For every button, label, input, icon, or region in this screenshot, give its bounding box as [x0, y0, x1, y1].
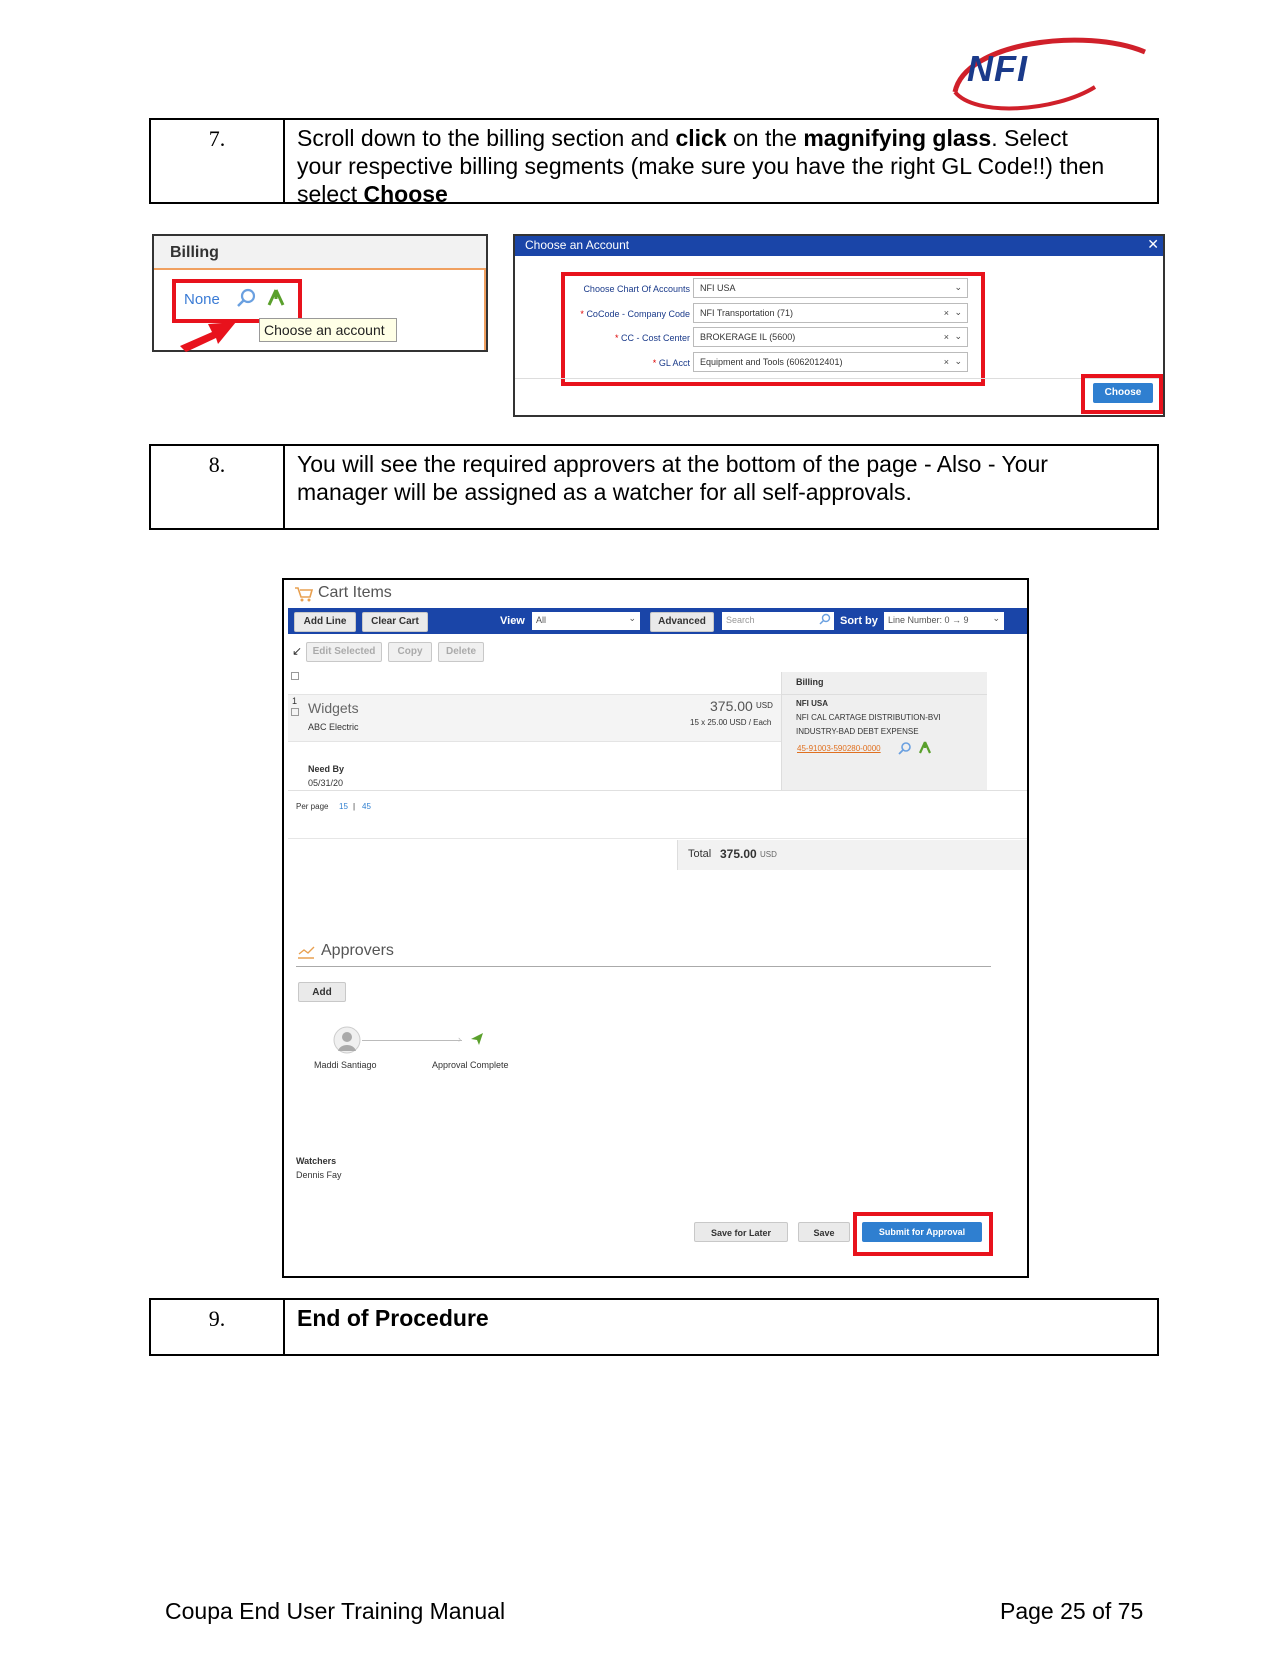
- chevron-down-icon: ⌄: [954, 307, 962, 317]
- search-icon[interactable]: [819, 613, 831, 627]
- step-text-part: . Select your respective billing segments (make sure you have the right GL Code!!) then select: [297, 125, 1105, 207]
- cart-screenshot: [282, 578, 1029, 1278]
- approvers-title: Approvers: [321, 942, 394, 959]
- item-price: 375.00: [710, 698, 753, 714]
- choose-button[interactable]: Choose: [1093, 383, 1153, 403]
- need-by-label: Need By: [308, 764, 345, 774]
- company-code-select[interactable]: [693, 303, 968, 323]
- label-text: CC - Cost Center: [620, 333, 690, 343]
- total-box: [677, 840, 1027, 870]
- close-icon[interactable]: ✕: [1147, 236, 1159, 252]
- approver-name: Maddi Santiago: [314, 1060, 377, 1070]
- billing-snippet: [152, 234, 488, 352]
- total-label: Total: [688, 848, 712, 860]
- step-8-row: [149, 444, 1159, 530]
- advanced-button[interactable]: Advanced: [650, 612, 714, 632]
- arrow-right-icon: ›: [458, 1034, 461, 1044]
- step-number: 9.: [151, 1300, 285, 1354]
- billing-none-link[interactable]: None: [184, 291, 220, 308]
- sort-value: Line Number: 0 → 9: [888, 615, 969, 625]
- label-text: CoCode - Company Code: [586, 309, 690, 319]
- field-gl-account: [515, 352, 975, 374]
- item-currency: USD: [756, 701, 773, 710]
- billing-account-link[interactable]: 45-91003-590280-0000: [797, 744, 881, 753]
- step-text-bold: Choose: [363, 181, 448, 207]
- select-all-checkbox[interactable]: [291, 672, 299, 680]
- user-avatar-icon: [333, 1026, 361, 1059]
- delete-button[interactable]: Delete: [438, 642, 484, 662]
- field-label: * CoCode - Company Code: [580, 309, 690, 319]
- step-text: [285, 120, 1157, 207]
- divider: [515, 378, 1163, 379]
- modal-title-text: Choose an Account: [525, 238, 630, 252]
- approval-status: Approval Complete: [432, 1060, 509, 1070]
- field-label: [583, 284, 690, 294]
- billing-body: [154, 270, 486, 350]
- cost-center-select[interactable]: [693, 327, 968, 347]
- item-supplier: ABC Electric: [308, 722, 359, 732]
- nfi-logo: [945, 32, 1150, 112]
- chevron-down-icon: ⌄: [954, 356, 962, 366]
- sort-label: Sort by: [840, 615, 878, 627]
- per-page-label: Per page: [296, 802, 329, 811]
- actions-arrow-icon: ↙: [292, 644, 303, 658]
- save-button[interactable]: Save: [798, 1222, 850, 1242]
- view-label: View: [500, 615, 525, 627]
- total-divider: [288, 838, 1027, 839]
- sort-select[interactable]: [884, 612, 1004, 630]
- item-checkbox[interactable]: [291, 708, 299, 716]
- label-text: Choose Chart Of Accounts: [583, 284, 690, 294]
- clear-icon[interactable]: ×: [943, 308, 949, 318]
- field-company-code: [515, 303, 975, 325]
- billing-panel-header: Billing: [796, 677, 824, 687]
- step-text-bold: magnifying glass: [803, 125, 992, 151]
- list-bottom-divider: [288, 790, 1027, 791]
- chevron-down-icon: ⌄: [954, 282, 962, 292]
- field-cost-center: [515, 327, 975, 349]
- chart-of-accounts-select[interactable]: [693, 278, 968, 298]
- clear-icon[interactable]: ×: [943, 357, 949, 367]
- save-for-later-button[interactable]: Save for Later: [694, 1222, 788, 1242]
- item-name[interactable]: Widgets: [308, 700, 359, 716]
- step-number: 8.: [151, 446, 285, 528]
- watchers-label: Watchers: [296, 1156, 337, 1166]
- approvers-divider: [296, 966, 991, 967]
- chevron-down-icon: ⌄: [954, 331, 962, 341]
- billing-line-1: NFI CAL CARTAGE DISTRIBUTION-BVI: [796, 713, 941, 722]
- billing-line-2: INDUSTRY-BAD DEBT EXPENSE: [796, 727, 919, 736]
- item-qty-detail: 15 x 25.00 USD / Each: [690, 718, 772, 727]
- field-value: NFI USA: [700, 283, 736, 293]
- step-9-row: [149, 1298, 1159, 1356]
- split-icon[interactable]: [265, 287, 287, 314]
- step-text-bold: click: [675, 125, 727, 151]
- approvers-icon: [296, 944, 316, 965]
- field-label: * GL Acct: [652, 358, 690, 368]
- field-label: * CC - Cost Center: [614, 333, 690, 343]
- per-page-sep: |: [353, 802, 356, 811]
- watcher-name: Dennis Fay: [296, 1170, 342, 1180]
- total-currency: USD: [760, 850, 777, 859]
- billing-coa: NFI USA: [796, 699, 828, 708]
- total-value: 375.00: [720, 847, 757, 861]
- field-value: BROKERAGE IL (5600): [700, 332, 796, 342]
- copy-button[interactable]: Copy: [388, 642, 432, 662]
- label-text: GL Acct: [658, 358, 690, 368]
- submit-for-approval-button[interactable]: Submit for Approval: [862, 1222, 982, 1242]
- approval-chain-line: [362, 1040, 462, 1041]
- add-line-button[interactable]: Add Line: [294, 612, 356, 632]
- edit-selected-button[interactable]: Edit Selected: [306, 642, 382, 662]
- arrow-icon: [178, 310, 240, 357]
- need-by-date: 05/31/20: [308, 778, 344, 788]
- chevron-down-icon: ⌄: [992, 613, 1000, 623]
- billing-panel-divider: [781, 694, 987, 695]
- clear-cart-button[interactable]: Clear Cart: [362, 612, 428, 632]
- add-approver-button[interactable]: Add: [298, 982, 346, 1002]
- approved-check-icon: [470, 1032, 484, 1051]
- cart-icon: [294, 585, 314, 608]
- field-chart-of-accounts: [515, 278, 975, 300]
- view-select[interactable]: [532, 612, 640, 630]
- billing-header: Billing: [154, 236, 486, 270]
- cart-title: Cart Items: [318, 584, 392, 601]
- field-value: NFI Transportation (71): [700, 308, 794, 318]
- field-value: Equipment and Tools (6062012401): [700, 357, 843, 367]
- choose-account-modal: [513, 234, 1165, 417]
- step-text: You will see the required approvers at the bottom of the page - Also - Your manager will be assigned as a watcher for all self-approvals.: [297, 451, 1048, 505]
- line-number: 1: [292, 696, 298, 706]
- view-value: All: [536, 615, 547, 625]
- search-input[interactable]: [722, 612, 834, 630]
- split-icon[interactable]: [918, 741, 932, 760]
- magnifying-glass-icon[interactable]: [898, 741, 912, 760]
- footer-page-number: Page 25 of 75: [1000, 1598, 1144, 1624]
- step-number: 7.: [151, 120, 285, 202]
- tooltip: [259, 318, 397, 342]
- gl-account-select[interactable]: [693, 352, 968, 372]
- tooltip-text: Choose an account: [264, 322, 385, 338]
- per-page-45[interactable]: 45: [362, 802, 371, 811]
- modal-title: [515, 236, 1163, 256]
- search-placeholder: Search: [726, 615, 755, 625]
- chevron-down-icon: ⌄: [628, 613, 636, 623]
- logo-text: NFI: [967, 48, 1028, 89]
- step-7-row: [149, 118, 1159, 207]
- cart-toolbar: [288, 608, 1027, 634]
- clear-icon[interactable]: ×: [943, 332, 949, 342]
- step-text-part: on the: [726, 125, 804, 151]
- step-text: End of Procedure: [297, 1305, 489, 1331]
- step-text-part: Scroll down to the billing section and: [297, 125, 676, 151]
- per-page-15[interactable]: 15: [339, 802, 348, 811]
- footer-title: Coupa End User Training Manual: [165, 1598, 506, 1624]
